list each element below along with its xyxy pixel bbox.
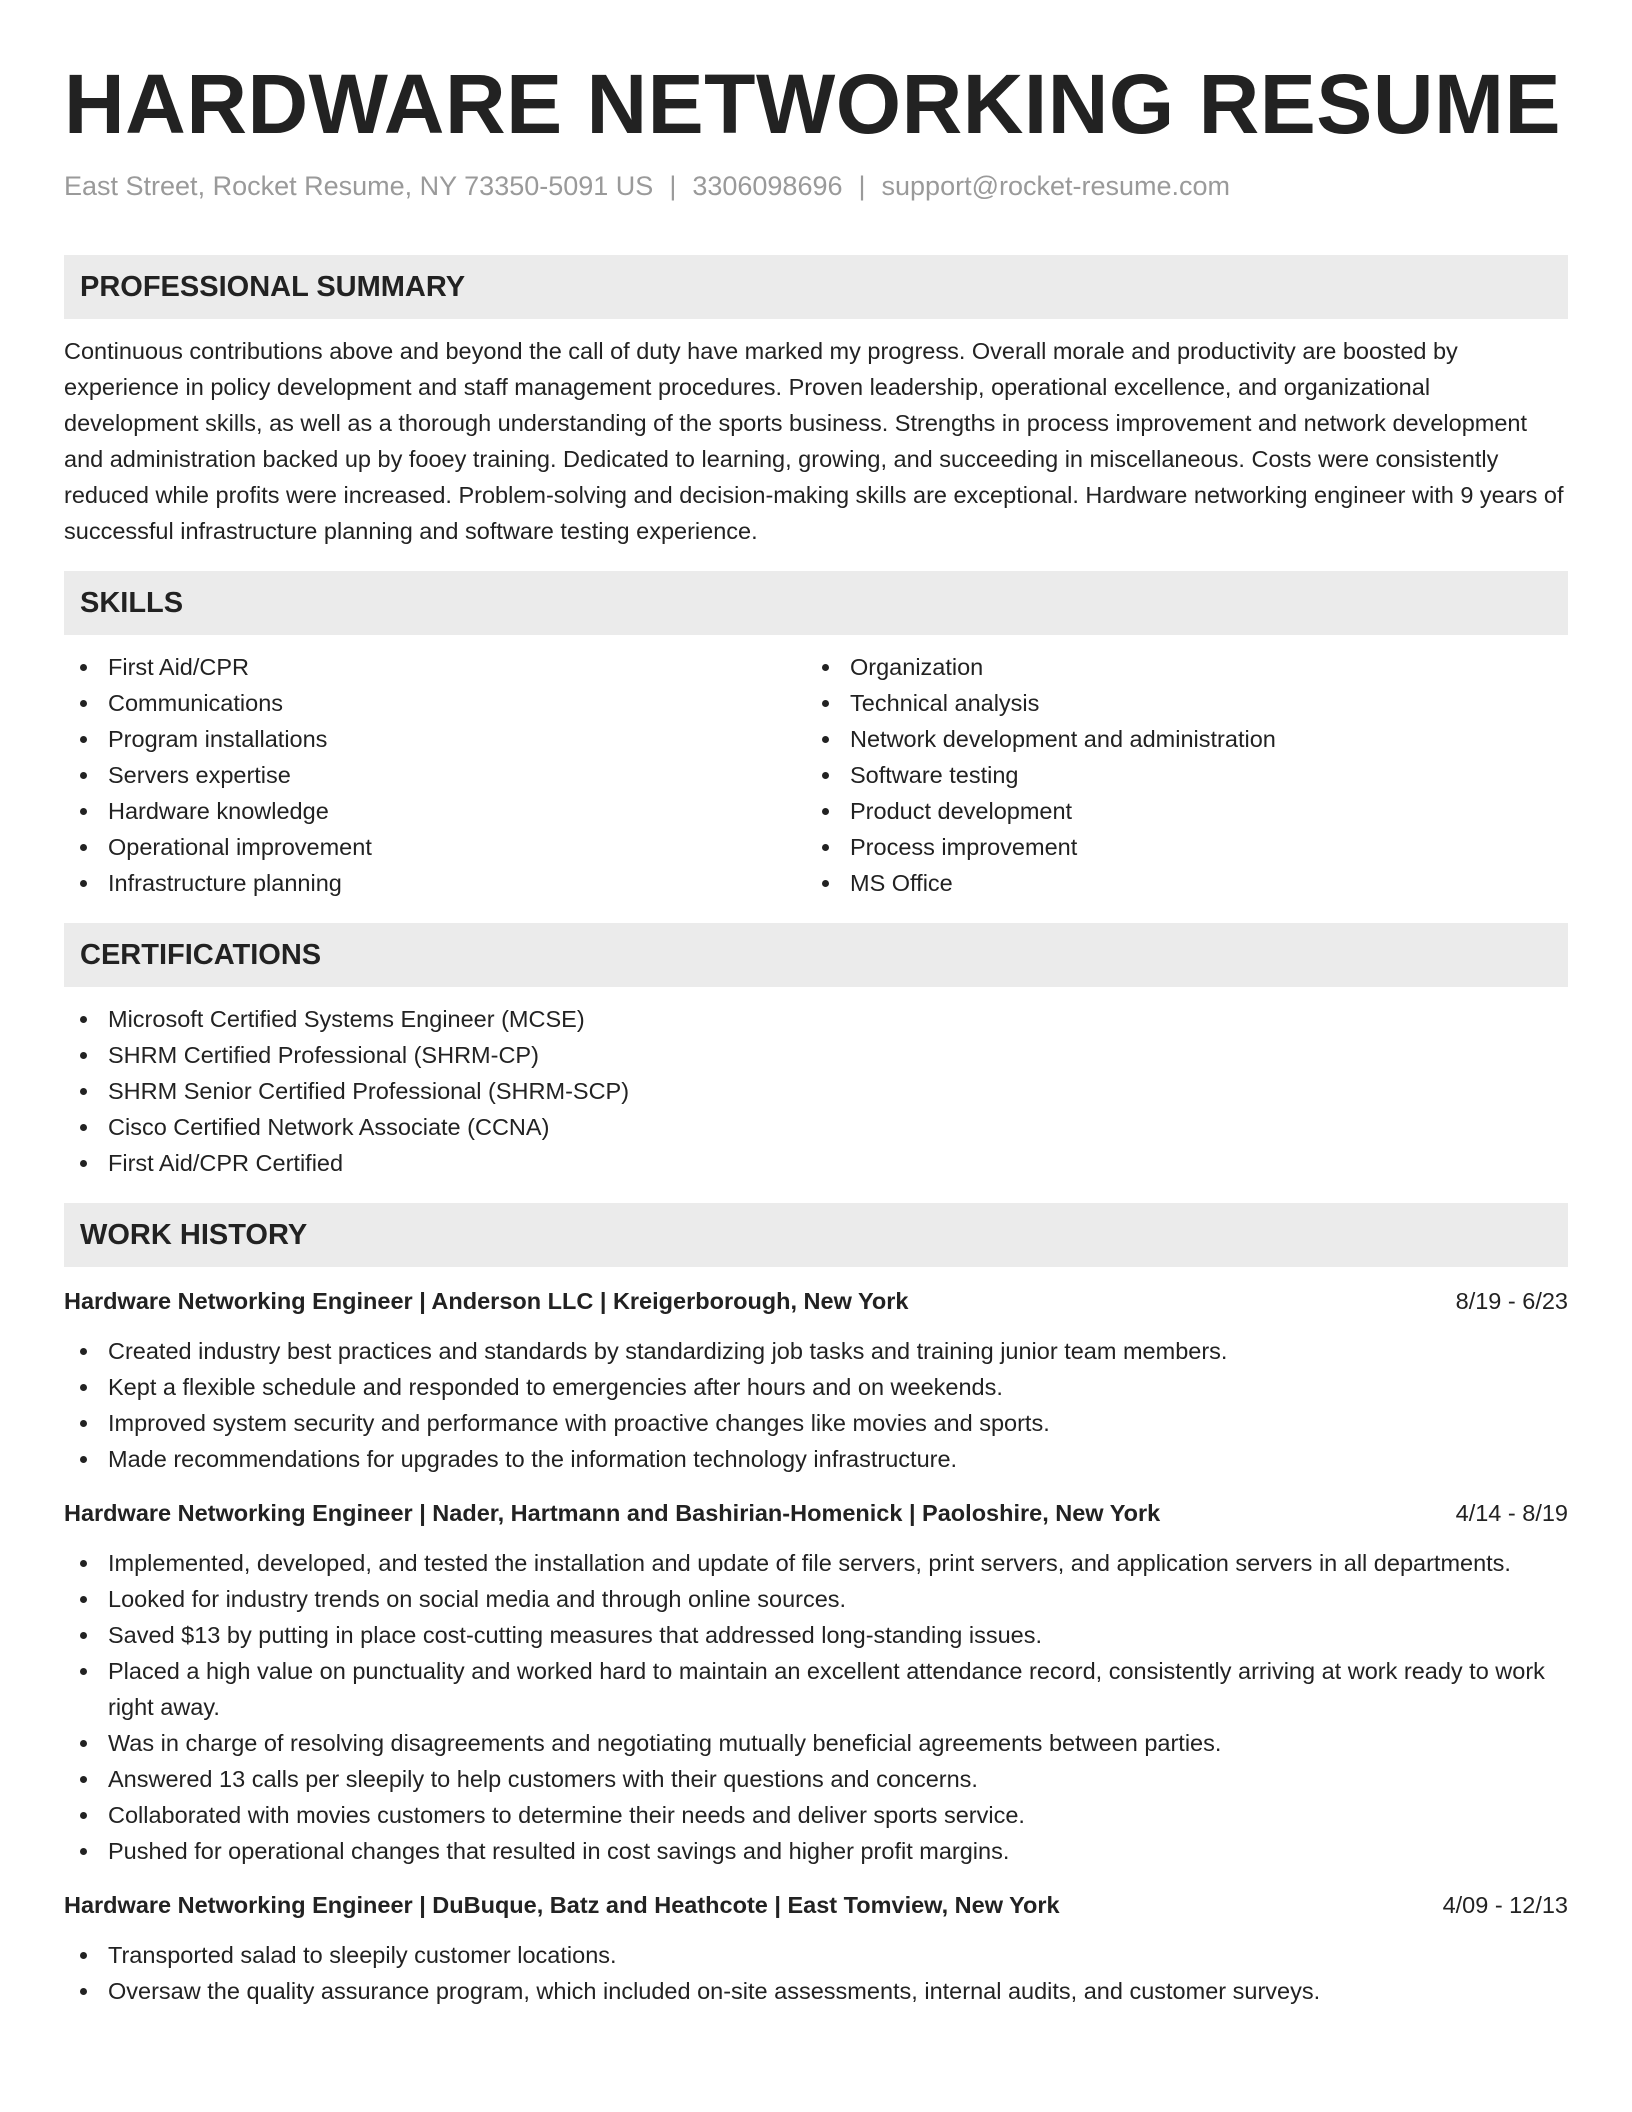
certification-item: First Aid/CPR Certified: [64, 1145, 1568, 1181]
job-bullet: Saved $13 by putting in place cost-cutting measures that addressed long-standing issues.: [64, 1617, 1568, 1653]
job-header: [64, 1283, 1568, 1319]
job-entry: [64, 1887, 1568, 2009]
job-dates: 4/14 - 8/19: [1455, 1500, 1568, 1526]
section-heading-skills: SKILLS: [64, 571, 1568, 635]
job-title: Hardware Networking Engineer | Nader, Hartmann and Bashirian-Homenick | Paoloshire, New York: [64, 1500, 1161, 1526]
skills-list-left: [64, 649, 806, 901]
summary-text: Continuous contributions above and beyond the call of duty have marked my progress. Overall morale and productivity are boosted by experience in policy development and staff management procedures. Proven leadership, operational excellence, and organizational development skills, as well as a thorough understanding of the sports business. Strengths in process improvement and network development and administration backed up by fooey training. Dedicated to learning, growing, and succeeding in miscellaneous. Costs were consistently reduced while profits were increased. Problem-solving and decision-making skills are exceptional. Hardware networking engineer with 9 years of successful infrastructure planning and software testing experience.: [64, 338, 1564, 544]
job-bullet: Made recommendations for upgrades to the information technology infrastructure.: [64, 1441, 1568, 1477]
certification-item: SHRM Senior Certified Professional (SHRM-SCP): [64, 1073, 1568, 1109]
job-bullet: Collaborated with movies customers to determine their needs and deliver sports service.: [64, 1797, 1568, 1833]
contact-separator: |: [858, 171, 866, 201]
phone: 3306098696: [692, 171, 843, 201]
job-title: Hardware Networking Engineer | DuBuque, Batz and Heathcote | East Tomview, New York: [64, 1892, 1060, 1918]
skill-item: Hardware knowledge: [64, 793, 806, 829]
skill-item: Infrastructure planning: [64, 865, 806, 901]
job-bullet: Answered 13 calls per sleepily to help customers with their questions and concerns.: [64, 1761, 1568, 1797]
job-bullet: Transported salad to sleepily customer locations.: [64, 1937, 1568, 1973]
skill-item: Communications: [64, 685, 806, 721]
job-title: Hardware Networking Engineer | Anderson LLC | Kreigerborough, New York: [64, 1288, 909, 1314]
job-bullet: Implemented, developed, and tested the installation and update of file servers, print servers, and application servers in all departments.: [64, 1545, 1568, 1581]
section-heading-summary: PROFESSIONAL SUMMARY: [64, 255, 1568, 319]
address: East Street, Rocket Resume, NY 73350-5091 US: [64, 171, 654, 201]
section-heading-certifications: CERTIFICATIONS: [64, 923, 1568, 987]
contact-line: [64, 168, 1568, 204]
skill-item: Process improvement: [806, 829, 1548, 865]
job-bullets: [64, 1937, 1568, 2009]
job-header: [64, 1495, 1568, 1531]
skill-item: MS Office: [806, 865, 1548, 901]
skill-item: Technical analysis: [806, 685, 1548, 721]
job-bullet: Oversaw the quality assurance program, which included on-site assessments, internal audits, and customer surveys.: [64, 1973, 1568, 2009]
certification-item: Microsoft Certified Systems Engineer (MCSE): [64, 1001, 1568, 1037]
skill-item: Software testing: [806, 757, 1548, 793]
job-bullets: [64, 1545, 1568, 1869]
skill-item: Network development and administration: [806, 721, 1548, 757]
job-bullet: Was in charge of resolving disagreements and negotiating mutually beneficial agreements between parties.: [64, 1725, 1568, 1761]
certifications-list: [64, 1001, 1568, 1181]
job-bullet: Placed a high value on punctuality and worked hard to maintain an excellent attendance record, consistently arriving at work ready to work right away.: [64, 1653, 1568, 1725]
email: support@rocket-resume.com: [881, 171, 1231, 201]
job-bullet: Kept a flexible schedule and responded to emergencies after hours and on weekends.: [64, 1369, 1568, 1405]
section-heading-work-history: WORK HISTORY: [64, 1203, 1568, 1267]
skills-list-right: [806, 649, 1548, 901]
skill-item: Organization: [806, 649, 1548, 685]
skill-item: Program installations: [64, 721, 806, 757]
skill-item: Operational improvement: [64, 829, 806, 865]
job-entry: [64, 1283, 1568, 1477]
job-bullet: Improved system security and performance with proactive changes like movies and sports.: [64, 1405, 1568, 1441]
job-dates: 8/19 - 6/23: [1455, 1288, 1568, 1314]
resume-title: HARDWARE NETWORKING RESUME: [64, 57, 1561, 151]
certification-item: SHRM Certified Professional (SHRM-CP): [64, 1037, 1568, 1073]
certification-item: Cisco Certified Network Associate (CCNA): [64, 1109, 1568, 1145]
job-dates: 4/09 - 12/13: [1442, 1892, 1568, 1918]
contact-separator: |: [669, 171, 677, 201]
job-bullet: Pushed for operational changes that resulted in cost savings and higher profit margins.: [64, 1833, 1568, 1869]
skill-item: First Aid/CPR: [64, 649, 806, 685]
job-header: [64, 1887, 1568, 1923]
job-bullets: [64, 1333, 1568, 1477]
job-bullet: Looked for industry trends on social media and through online sources.: [64, 1581, 1568, 1617]
job-bullet: Created industry best practices and standards by standardizing job tasks and training junior team members.: [64, 1333, 1568, 1369]
skill-item: Servers expertise: [64, 757, 806, 793]
job-entry: [64, 1495, 1568, 1869]
skills-grid: [64, 649, 1568, 901]
skill-item: Product development: [806, 793, 1548, 829]
